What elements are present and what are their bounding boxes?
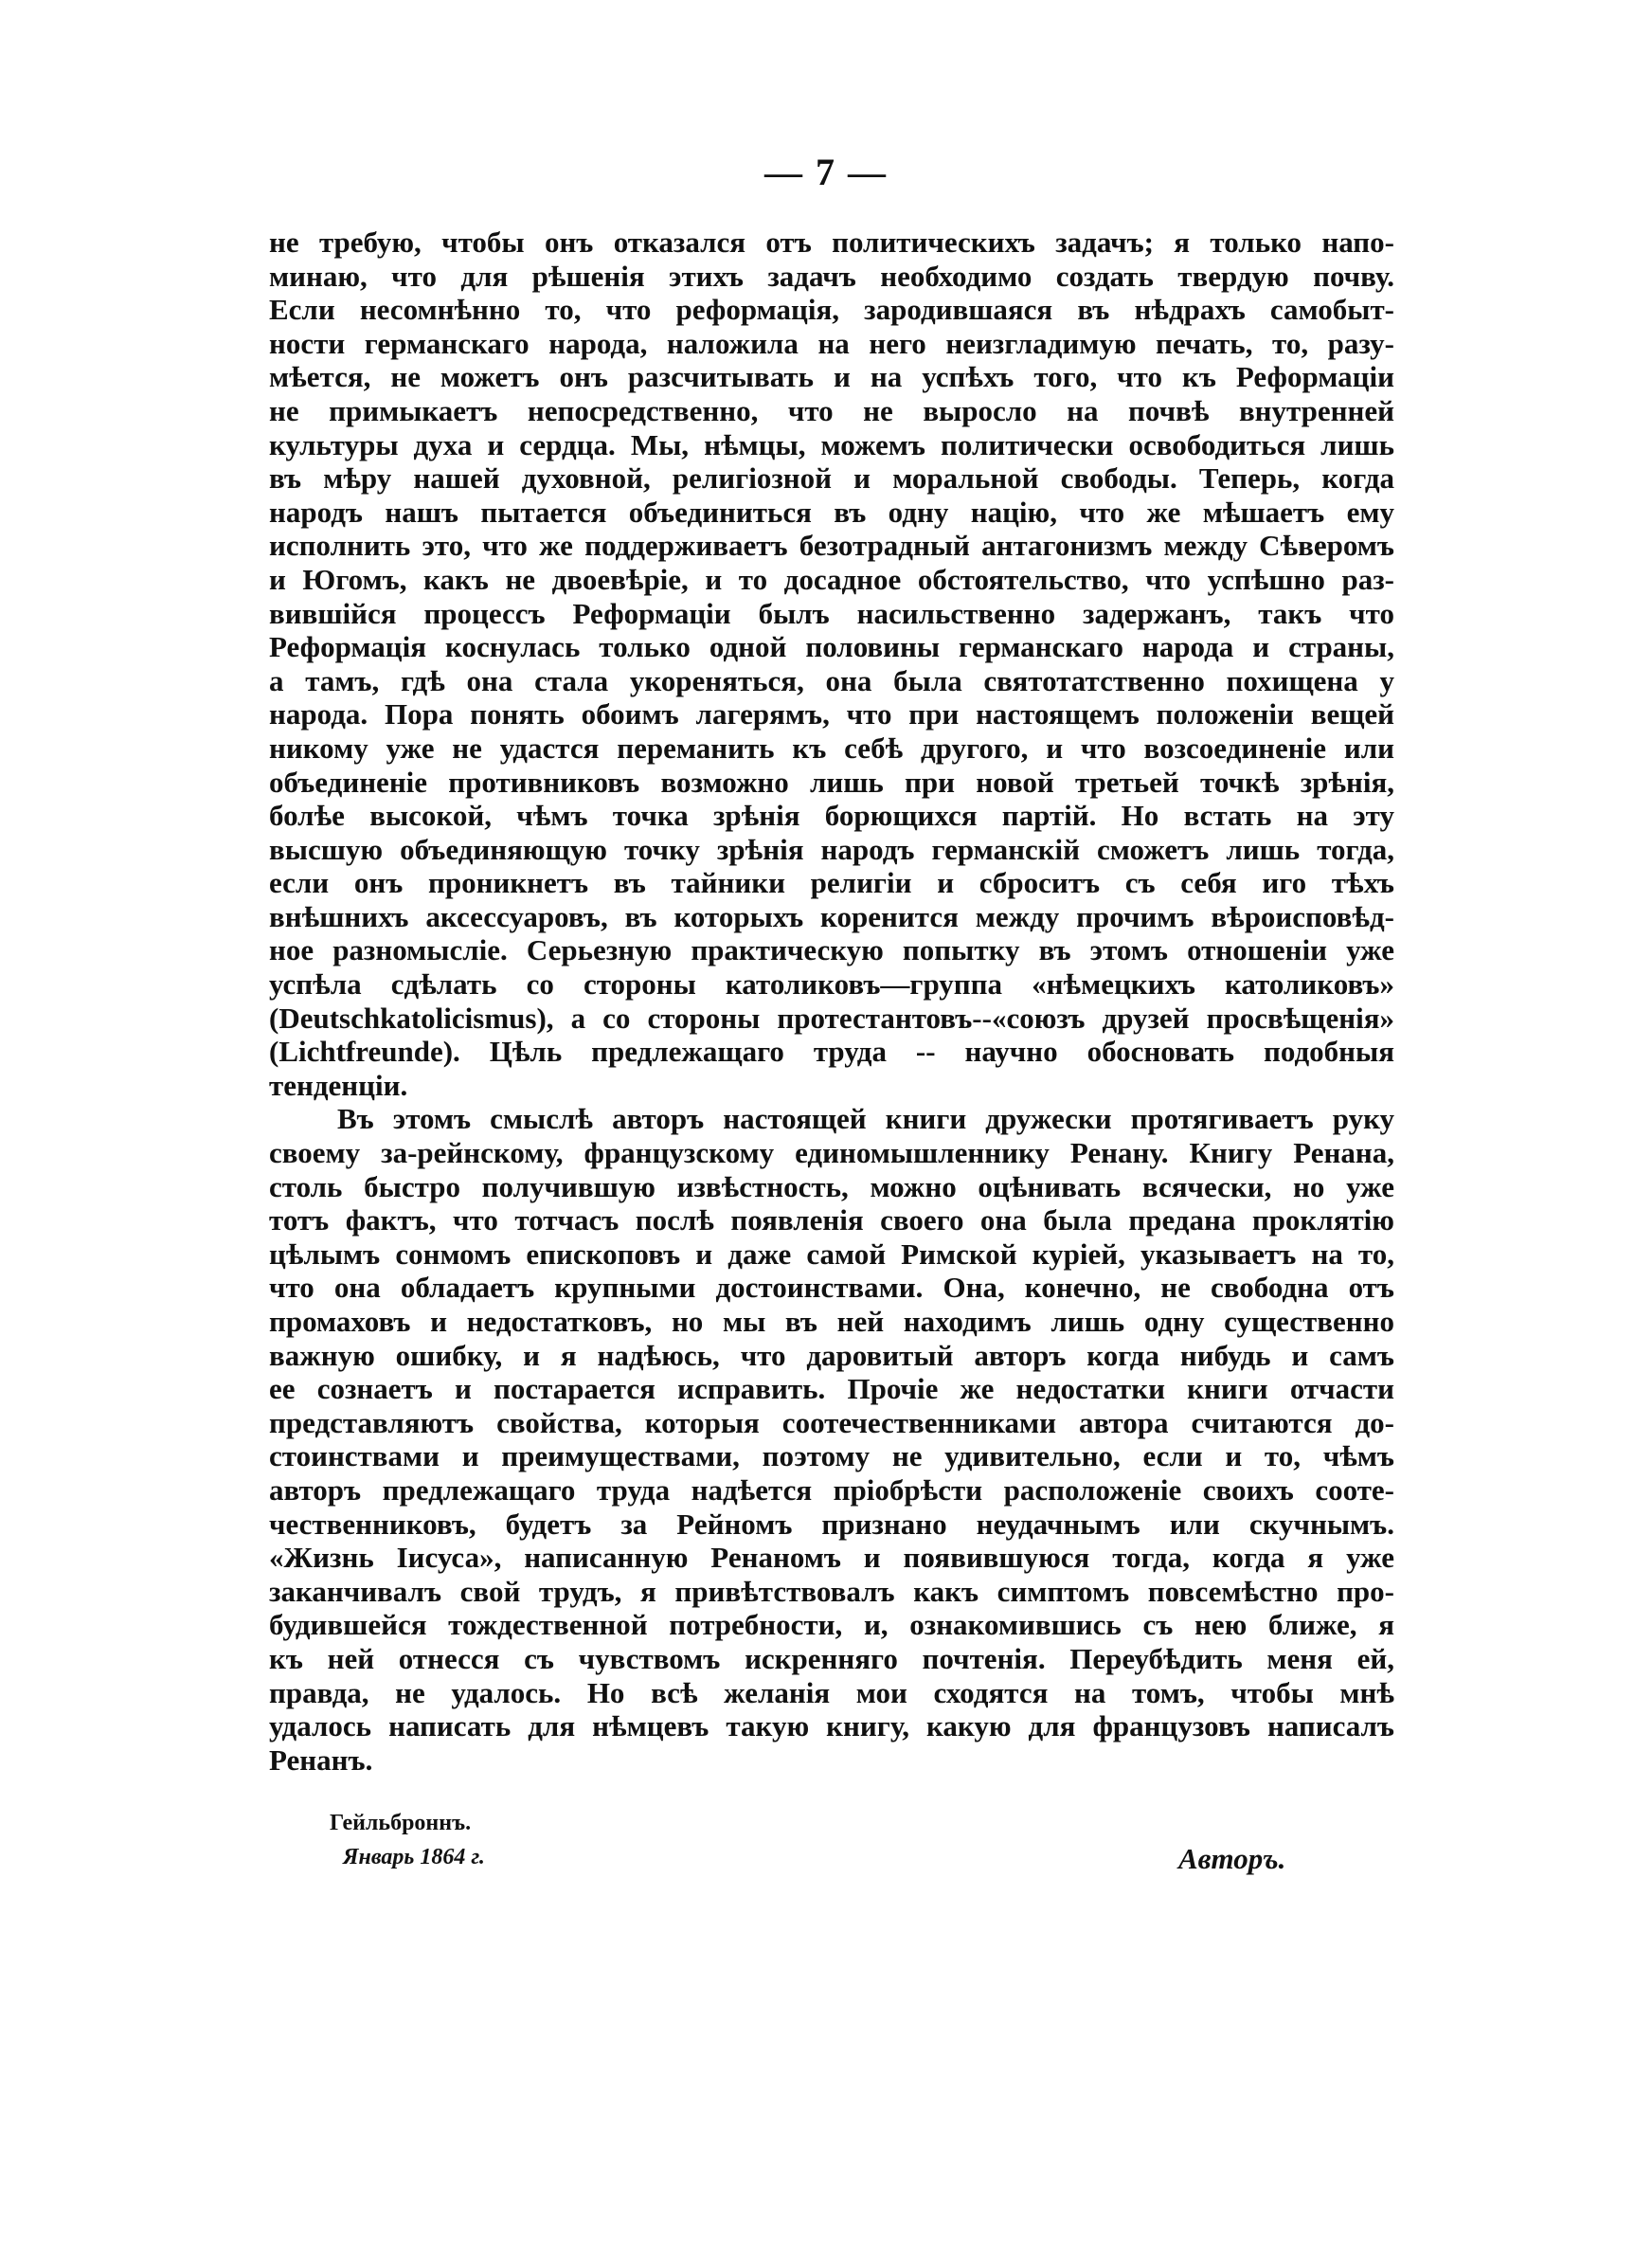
text-line: ее сознаетъ и постарается исправить. Прочіе же недостатки книги отчасти: [269, 1372, 1394, 1406]
text-line: высшую объединяющую точку зрѣнія народъ германскій сможетъ лишь тогда,: [269, 832, 1394, 866]
text-line: Если несомнѣнно то, что реформація, зародившаяся въ нѣдрахъ самобыт-: [269, 293, 1394, 327]
text-line: культуры духа и сердца. Мы, нѣмцы, можемъ политически освободиться лишь: [269, 427, 1394, 461]
text-line: внѣшнихъ аксессуаровъ, въ которыхъ коренится между прочимъ вѣроисповѣд-: [269, 899, 1394, 933]
author-signature: Авторъ.: [1178, 1842, 1286, 1875]
text-line: тенденціи.: [269, 1068, 408, 1102]
page-number: — 7 —: [764, 151, 888, 193]
text-line: къ ней отнесся съ чувствомъ искренняго почтенія. Переубѣдить меня ей,: [269, 1641, 1394, 1675]
text-line: цѣлымъ сонмомъ епископовъ и даже самой Римской куріей, указываетъ на то,: [269, 1237, 1394, 1271]
body-text: [269, 226, 1394, 1777]
text-line: столь быстро получившую извѣстность, можно оцѣнивать всячески, но уже: [269, 1169, 1394, 1203]
text-line: авторъ предлежащаго труда надѣется пріобрѣсти расположеніе своихъ соотe-: [269, 1472, 1394, 1507]
text-line: не требую, чтобы онъ отказался отъ политическихъ задачъ; я только напо-: [269, 226, 1394, 259]
text-line: Реформація коснулась только одной половины германскаго народа и страны,: [269, 630, 1394, 664]
text-line: тотъ фактъ, что тотчасъ послѣ появленія своего она была предана проклятію: [269, 1203, 1394, 1237]
text-line: никому уже не удастся переманить къ себѣ другого, и что возсоединеніе или: [269, 731, 1394, 765]
text-line: не примыкаетъ непосредственно, что не выросло на почвѣ внутренней: [269, 393, 1394, 427]
text-line: вившійся процессъ Реформаціи былъ насильственно задержанъ, такъ что: [269, 596, 1394, 630]
text-line: удалось написать для нѣмцевъ такую книгу, какую для французовъ написалъ: [269, 1709, 1394, 1743]
text-line: своему за-рейнскому, французскому единомышленнику Ренану. Книгу Ренана,: [269, 1136, 1394, 1170]
paragraph-1: [269, 226, 1394, 1102]
place: Гейльброннъ.: [330, 1811, 472, 1835]
text-line: народъ нашъ пытается объединиться въ одну націю, что же мѣшаетъ ему: [269, 495, 1394, 529]
place-date-block: [330, 1806, 485, 1874]
text-line: и Югомъ, какъ не двоевѣріе, и то досадное обстоятельство, что успѣшно раз-: [269, 562, 1394, 596]
text-line: а тамъ, гдѣ она стала укореняться, она была святотатственно похищена у: [269, 663, 1394, 697]
text-line: промаховъ и недостатковъ, но мы въ ней находимъ лишь одну существенно: [269, 1305, 1394, 1338]
text-line: (Deutschkatolicismus), а со стороны протестантовъ--«союзъ друзей просвѣщенія»: [269, 1001, 1394, 1035]
text-line: минаю, что для рѣшенія этихъ задачъ необходимо создать твердую почву.: [269, 259, 1394, 293]
text-line: (Lichtfreunde). Цѣль предлежащаго труда -- научно обосновать подобныя: [269, 1035, 1394, 1069]
text-line: представляютъ свойства, которыя соотечественниками автора считаются до-: [269, 1405, 1394, 1439]
text-line: стоинствами и преимуществами, поэтому не удивительно, если и то, чѣмъ: [269, 1439, 1394, 1473]
text-line: исполнить это, что же поддерживаетъ безотрадный антагонизмъ между Сѣверомъ: [269, 529, 1394, 563]
text-line: въ мѣру нашей духовной, религіозной и моральной свободы. Теперь, когда: [269, 461, 1394, 496]
date: Январь 1864 г.: [343, 1845, 485, 1869]
text-line: ное разномысліе. Серьезную практическую попытку въ этомъ отношеніи уже: [269, 933, 1394, 967]
text-line: объединеніе противниковъ возможно лишь при новой третьей точкѣ зрѣнія,: [269, 765, 1394, 799]
text-line: Ренанъ.: [269, 1742, 373, 1777]
text-line: народа. Пора понять обоимъ лагерямъ, что при настоящемъ положеніи вещей: [269, 697, 1394, 731]
text-line: чественниковъ, будетъ за Рейномъ признано неудачнымъ или скучнымъ.: [269, 1507, 1394, 1541]
text-line: важную ошибку, и я надѣюсь, что даровитый авторъ когда нибудь и самъ: [269, 1338, 1394, 1372]
paragraph-2: [269, 1102, 1394, 1777]
text-line: мѣется, не можетъ онъ разсчитывать и на успѣхъ того, что къ Реформаціи: [269, 360, 1394, 394]
text-line: успѣла сдѣлать со стороны католиковъ—группа «нѣмецкихъ католиковъ»: [269, 967, 1394, 1002]
text-line: ности германскаго народа, наложила на него неизгладимую печать, то, разу-: [269, 326, 1394, 360]
text-line: будившейся тождественной потребности, и, ознакомившись съ нею ближе, я: [269, 1608, 1394, 1642]
text-line: если онъ проникнетъ въ тайники религіи и сброситъ съ себя иго тѣхъ: [269, 866, 1394, 900]
text-line: «Жизнь Іисуса», написанную Ренаномъ и появившуюся тогда, когда я уже: [269, 1541, 1394, 1575]
text-line: Въ этомъ смыслѣ авторъ настоящей книги дружески протягиваетъ руку: [337, 1102, 1394, 1136]
text-line: правда, не удалось. Но всѣ желанія мои сходятся на томъ, чтобы мнѣ: [269, 1675, 1394, 1709]
text-line: болѣе высокой, чѣмъ точка зрѣнія борющихся партій. Но встать на эту: [269, 799, 1394, 833]
text-line: что она обладаетъ крупными достоинствами. Она, конечно, не свободна отъ: [269, 1271, 1394, 1305]
text-line: заканчивалъ свой трудъ, я привѣтствовалъ какъ симптомъ повсемѣстно про-: [269, 1574, 1394, 1608]
